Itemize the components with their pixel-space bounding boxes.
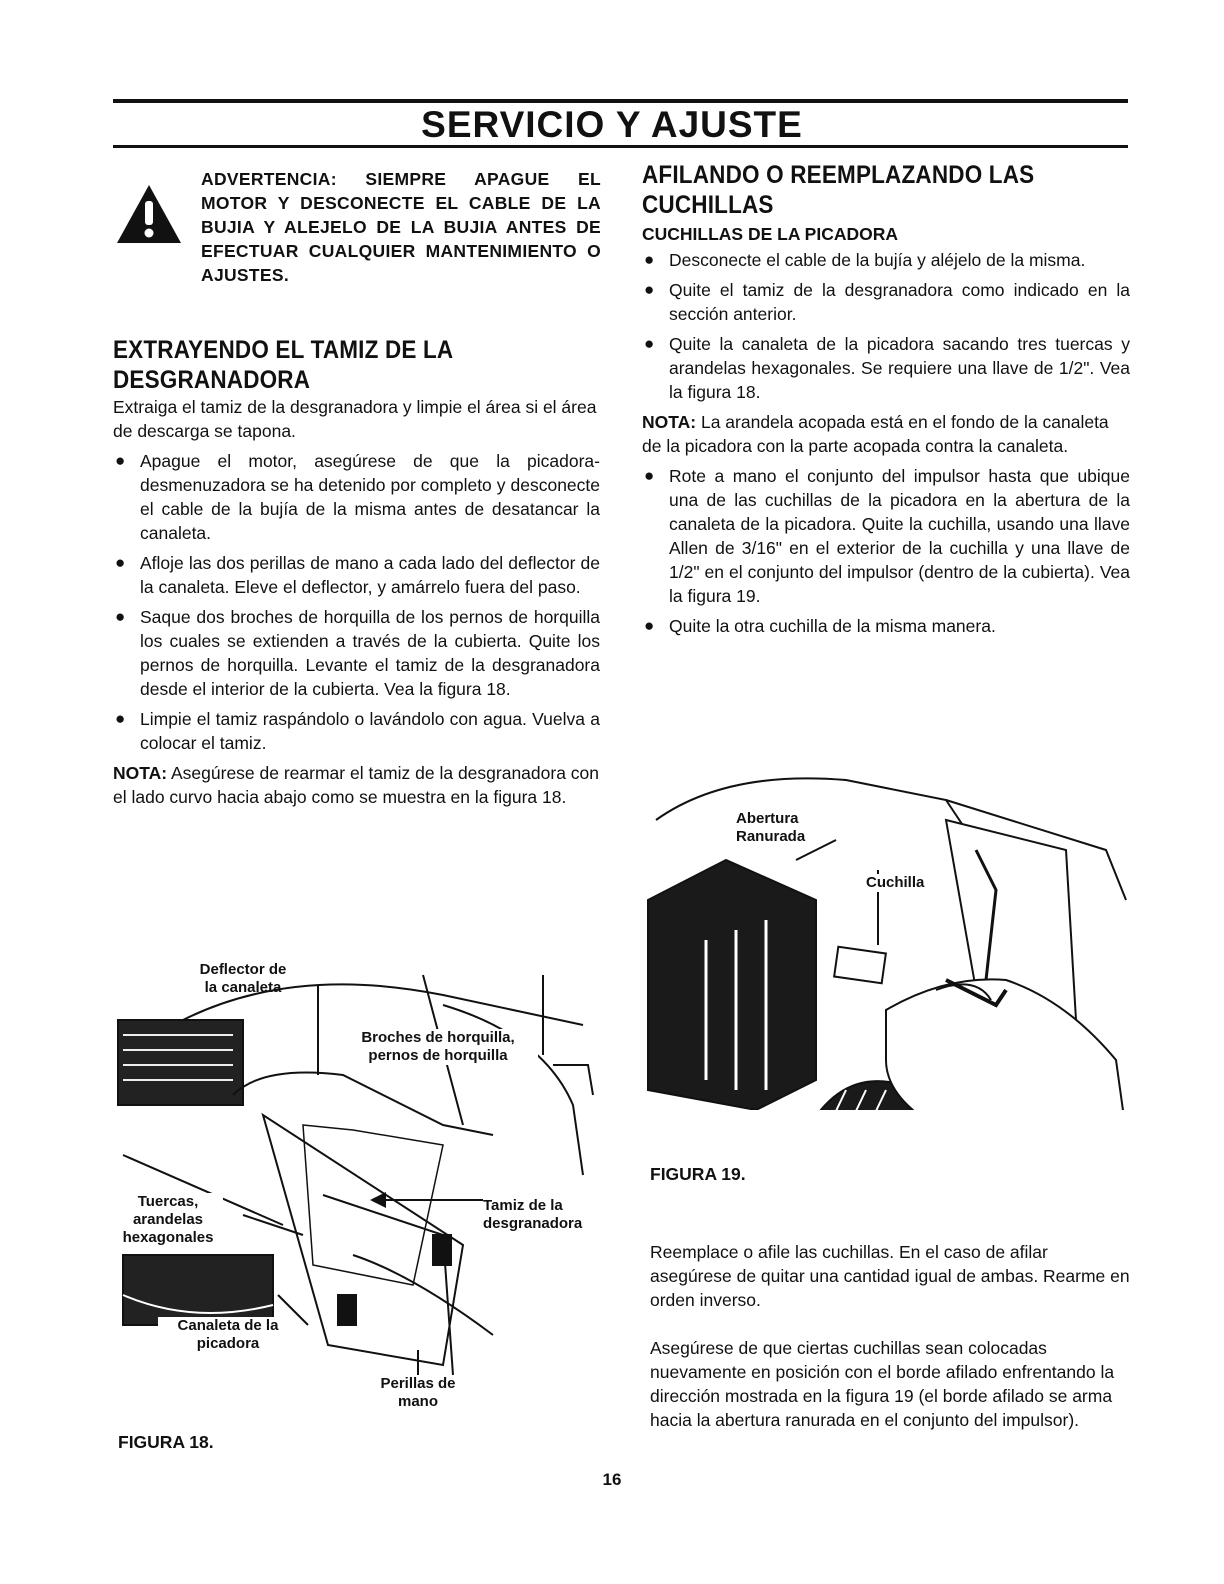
callout-line: mano (397, 1393, 438, 1410)
bullet-icon: ● (644, 616, 655, 635)
bullet-icon: ● (115, 553, 126, 572)
callout-line: Broches de horquilla, (361, 1029, 515, 1046)
callout-broches (338, 1029, 538, 1065)
title-rule (113, 145, 1128, 148)
bullet-icon: ● (644, 466, 655, 485)
nota-label: NOTA: (642, 412, 697, 432)
page-title: SERVICIO Y AJUSTE (421, 104, 803, 145)
list-item (642, 614, 1130, 638)
callout-line: Tuercas, (137, 1193, 199, 1210)
warning-block (113, 165, 600, 315)
heading-line: AFILANDO O REEMPLAZANDO LAS (642, 161, 1035, 189)
nota-label: NOTA: (113, 763, 168, 783)
list-item-text: Quite el tamiz de la desgranadora como indicado en la sección anterior. (669, 280, 1130, 324)
list-item-text: Quite la otra cuchilla de la misma manera. (669, 616, 996, 636)
callout-tamiz (483, 1197, 613, 1233)
callout-line: Ranurada (736, 828, 806, 845)
callout-canaleta (158, 1317, 298, 1353)
bullet-icon: ● (644, 334, 655, 353)
nota-paragraph (113, 761, 600, 809)
intro-paragraph: Extraiga el tamiz de la desgranadora y limpie el área si el área de descarga se tapona. (113, 397, 597, 441)
callout-line: Deflector de (199, 961, 287, 978)
callout-line: Perillas de (380, 1375, 456, 1392)
list-item-text: Limpie el tamiz raspándolo o lavándolo con agua. Vuelva a colocar el tamiz. (140, 709, 600, 753)
heading-line: CUCHILLAS (642, 191, 774, 219)
bullet-icon: ● (644, 280, 655, 299)
figure-18-caption: FIGURA 18. (118, 1432, 214, 1452)
page-number: 16 (602, 1470, 622, 1489)
callout-line: picadora (196, 1335, 260, 1352)
figure-18 (113, 955, 613, 1415)
list-item (642, 248, 1130, 272)
callout-abertura (736, 810, 805, 846)
nota-text: Asegúrese de rearmar el tamiz de la desgranadora con el lado curvo hacia abajo como se muestra en la figura 18. (113, 763, 600, 807)
right-column (642, 160, 1130, 644)
list-item-text: Desconecte el cable de la bujía y aléjelo de la misma. (669, 250, 1086, 270)
instruction-list-a (642, 248, 1130, 404)
callout-line: Abertura (736, 810, 799, 827)
subheading-cuchillas: CUCHILLAS DE LA PICADORA (642, 224, 899, 244)
callout-deflector (168, 961, 318, 997)
list-item-text: Afloje las dos perillas de mano a cada lado del deflector de la canaleta. Eleve el deflector, y amárrelo fuera del paso. (140, 553, 600, 597)
left-column (113, 165, 600, 809)
list-item-text: Rote a mano el conjunto del impulsor hasta que ubique una de las cuchillas de la picadora en la abertura de la canaleta de la picadora. Quite la cuchilla, usando una llave Allen de 3/16" en el exterior de la cuchilla y una llave de 1/2" en el conjunto del impulsor (dentro de la cubierta). Vea la figura 19. (669, 466, 1130, 606)
bullet-icon: ● (115, 451, 126, 470)
instruction-list-b (642, 464, 1130, 638)
bullet-icon: ● (115, 607, 126, 626)
list-item (642, 332, 1130, 404)
callout-line: la canaleta (204, 979, 282, 996)
top-rule (113, 99, 1128, 103)
paragraph-asegurese: Asegúrese de que ciertas cuchillas sean colocadas nuevamente en posición con el borde afilado enfrentando la dirección mostrada en la figura 19 (el borde afilado se arma hacia la abertura ranurada en el conjunto del impulsor). (650, 1338, 1115, 1430)
callout-line: Canaleta de la (177, 1317, 279, 1334)
nota-text: La arandela acopada está en el fondo de la canaleta de la picadora con la parte acopada contra la canaleta. (642, 412, 1109, 456)
instruction-list (113, 449, 600, 755)
section-heading-extrayendo (113, 335, 551, 395)
callout-line: Tamiz de la (483, 1197, 563, 1214)
heading-line: DESGRANADORA (113, 366, 311, 394)
list-item-text: Apague el motor, asegúrese de que la picadora-desmenuzadora se ha detenido por completo y desconecte el cable de la bujía de la misma antes de desatancar la canaleta. (140, 451, 600, 543)
list-item (113, 605, 600, 701)
list-item (113, 707, 600, 755)
nota-paragraph (642, 410, 1130, 458)
bullet-icon: ● (115, 709, 126, 728)
callout-line: pernos de horquilla (368, 1047, 508, 1064)
callout-perillas (358, 1375, 478, 1411)
right-closing-text (650, 1240, 1130, 1432)
list-item (113, 551, 600, 599)
callout-tuercas (113, 1193, 223, 1247)
list-item-text: Quite la canaleta de la picadora sacando tres tuercas y arandelas hexagonales. Se requiere una llave de 1/2". Vea la figura 18. (669, 334, 1130, 402)
figure-19 (646, 760, 1130, 1132)
callout-line: hexagonales (122, 1229, 214, 1246)
warning-text: ADVERTENCIA: SIEMPRE APAGUE EL MOTOR Y DESCONECTE EL CABLE DE LA BUJIA Y ALEJELO DE LA BUJIA ANTES DE EFECTUAR CUALQUIER MANTENIMIENTO O AJUSTES. (201, 169, 601, 285)
callout-line: desgranadora (483, 1215, 583, 1232)
list-item (642, 278, 1130, 326)
callout-cuchilla: Cuchilla (866, 874, 925, 891)
section-heading-afilando (642, 160, 1081, 220)
figure-19-caption: FIGURA 19. (650, 1164, 746, 1184)
list-item (642, 464, 1130, 608)
figure-19-illustration (646, 760, 1130, 1132)
heading-line: EXTRAYENDO EL TAMIZ DE LA (113, 336, 454, 364)
list-item-text: Saque dos broches de horquilla de los pernos de horquilla los cuales se extienden a través de la cubierta. Quite los pernos de horquilla. Levante el tamiz de la desgranadora desde el interior de la cubierta. Vea la figura 18. (140, 607, 600, 699)
callout-line: arandelas (132, 1211, 204, 1228)
paragraph-reemplace: Reemplace o afile las cuchillas. En el caso de afilar asegúrese de quitar una cantidad igual de ambas. Rearme en orden inverso. (650, 1242, 1130, 1310)
list-item (113, 449, 600, 545)
warning-triangle-icon (115, 183, 183, 245)
bullet-icon: ● (644, 250, 655, 269)
